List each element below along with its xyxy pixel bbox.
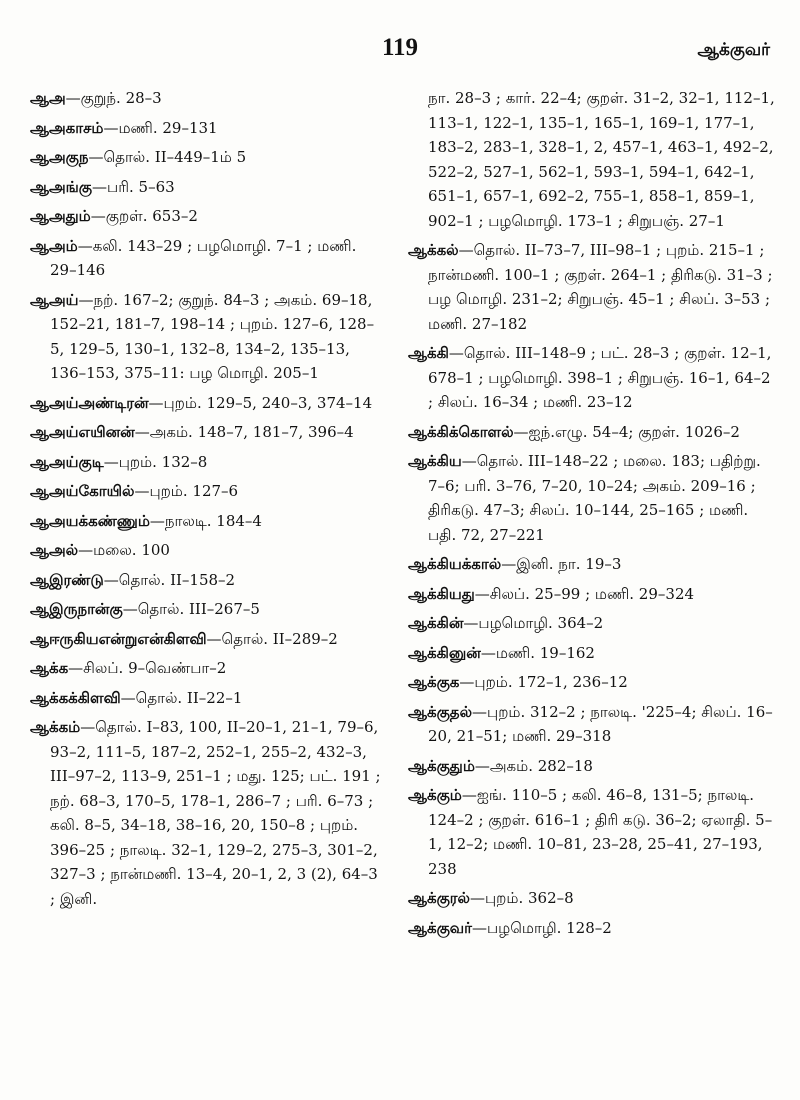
entry-headword: ஆக்கிக்கொளல் <box>408 422 514 441</box>
entry-references: —புறம். 172–1, 236–12 <box>459 673 628 691</box>
entry-references: —புறம். 127–6 <box>134 482 239 500</box>
entry-references: —பரி. 5–63 <box>92 177 175 196</box>
index-entry <box>30 597 386 622</box>
entry-references: —குறள். 653–2 <box>90 207 198 225</box>
entry-headword: ஆக்கின் <box>408 614 464 632</box>
left-column <box>30 86 386 916</box>
index-entry <box>30 145 386 170</box>
entry-headword: ஆஅல் <box>30 541 79 559</box>
running-head: ஆக்குவர் <box>697 40 770 60</box>
index-entry <box>408 420 776 445</box>
entry-references: —நற். 167–2; குறுந். 84–3 ; அகம். 69–18, 152–21, 181–7, 198–14 ; புறம். 127–6, 128–5, 129–5, 130–1, 132–8, 134–2, 135–13, 136–153, 375–11: பழ மொழி. 205–1 <box>50 290 375 382</box>
entry-headword: ஆஅகாசம் <box>30 118 104 137</box>
entry-headword: ஆக்கக்கிளவி <box>30 688 121 707</box>
entry-references: —ஐங். 110–5 ; கலி. 46–8, 131–5; நாலடி. 124–2 ; குறள். 616–1 ; திரி கடு. 36–2; ஏலாதி. 5–1, 12–2; மணி. 10–81, 23–28, 25–41, 27–193, 238 <box>428 786 773 878</box>
entry-headword: ஆஅயக்கண்ணும் <box>30 511 150 530</box>
entry-references: —மலை. 100 <box>78 541 170 559</box>
index-entry <box>408 783 776 881</box>
index-entry <box>408 449 776 547</box>
entry-headword: ஆக்குவர் <box>408 918 472 937</box>
entry-headword: ஆக்கி <box>408 344 449 362</box>
index-entry <box>30 450 386 475</box>
entry-references: —அகம். 282–18 <box>474 756 593 775</box>
entry-references: —புறம். 132–8 <box>103 452 208 471</box>
index-entry <box>408 886 776 911</box>
entry-headword: ஆஈருகியஎன்றுஎன்கிளவி <box>30 629 207 648</box>
entry-headword: ஆஅதும் <box>30 207 91 225</box>
entry-headword: ஆஅம் <box>30 236 78 255</box>
entry-headword: ஆஇருநான்கு <box>30 600 123 618</box>
entry-references: —மணி. 29–131 <box>103 118 218 137</box>
entry-headword: ஆஅய்கோயில் <box>30 482 135 500</box>
entry-references: —புறம். 362–8 <box>470 889 574 907</box>
entry-references: —நாலடி. 184–4 <box>149 511 262 530</box>
entry-references: —சிலப். 9–வெண்பா–2 <box>68 659 227 677</box>
index-entry <box>408 641 776 666</box>
index-entry <box>30 420 386 445</box>
entry-references: —இனி. நா. 19–3 <box>501 555 622 573</box>
index-entry <box>30 234 386 283</box>
entry-headword: ஆஅ <box>30 89 66 107</box>
index-entry <box>30 568 386 593</box>
entry-references: —சிலப். 25–99 ; மணி. 29–324 <box>474 584 695 603</box>
index-entry <box>30 116 386 141</box>
entry-headword: ஆக்கல் <box>408 241 459 259</box>
index-entry <box>30 686 386 711</box>
entry-headword: ஆக்கியக்கால் <box>408 555 502 573</box>
right-column <box>408 86 776 945</box>
entry-references: —தொல். II–22–1 <box>120 688 243 707</box>
entry-references: நா. 28–3 ; கார். 22–4; குறள். 31–2, 32–1, 112–1, 113–1, 122–1, 135–1, 165–1, 169–1, 177–1, 183–2, 283–1, 328–1, 2, 457–1, 463–1, 492–2, 522–2, 527–1, 562–1, 593–1, 594–1, 642–1, 651–1, 657–1, 692–2, 755–1, 858–1, 859–1, 902–1 ; பழமொழி. 173–1 ; சிறுபஞ். 27–1 <box>428 89 775 230</box>
index-entry <box>408 341 776 415</box>
entry-headword: ஆக்குதல் <box>408 702 473 721</box>
entry-references: —தொல். III–148–9 ; பட். 28–3 ; குறள். 12–1, 678–1 ; பழமொழி. 398–1 ; சிறுபஞ். 16–1, 64–2 ; சிலப். 16–34 ; மணி. 23–12 <box>428 344 772 411</box>
index-entry <box>408 754 776 779</box>
index-entry <box>30 627 386 652</box>
entry-headword: ஆஅய்குடி <box>30 452 104 471</box>
page-number: 119 <box>381 34 419 61</box>
entry-references: —அகம். 148–7, 181–7, 396–4 <box>134 423 354 441</box>
index-entry <box>408 916 776 941</box>
index-entry <box>30 479 386 504</box>
entry-headword: ஆக்குதும் <box>408 756 475 775</box>
entry-headword: ஆக்கும் <box>408 786 462 804</box>
entry-headword: ஆக்கினுன் <box>408 643 481 662</box>
entry-references: —தொல். II–289–2 <box>206 629 338 648</box>
entry-references: —தொல். II–73–7, III–98–1 ; புறம். 215–1 ; நான்மணி. 100–1 ; குறள். 264–1 ; திரிகடு. 31–3 ; பழ மொழி. 231–2; சிறுபஞ். 45–1 ; சிலப். 3–53 ; மணி. 27–182 <box>428 241 773 333</box>
entry-headword: ஆக்குக <box>408 673 460 691</box>
entry-references: —தொல். III–267–5 <box>122 600 260 618</box>
entry-headword: ஆஅங்கு <box>30 177 93 196</box>
entry-references: —தொல். III–148–22 ; மலை. 183; பதிற்று. 7–6; பரி. 3–76, 7–20, 10–24; அகம். 209–16 ; திரிகடு. 47–3; சிலப். 10–144, 25–165 ; மணி. பதி. 72, 27–221 <box>428 452 761 544</box>
index-entry <box>30 391 386 416</box>
entry-references: —பழமொழி. 364–2 <box>463 614 604 632</box>
entry-references: —தொல். II–449–1ம் 5 <box>88 148 247 166</box>
entry-headword: ஆஇரண்டு <box>30 570 104 589</box>
entry-references: —புறம். 129–5, 240–3, 374–14 <box>148 393 373 412</box>
index-entry <box>30 509 386 534</box>
index-entry <box>408 552 776 577</box>
index-entry <box>30 86 386 111</box>
entry-references: —தொல். II–158–2 <box>103 570 236 589</box>
index-entry <box>30 656 386 681</box>
index-entry <box>408 582 776 607</box>
entry-references: —கலி. 143–29 ; பழமொழி. 7–1 ; மணி. 29–146 <box>50 236 357 279</box>
entry-headword: ஆஅய்அண்டிரன் <box>30 393 149 412</box>
entry-headword: ஆக்கிய <box>408 452 462 470</box>
index-entry <box>408 670 776 695</box>
entry-references: —பழமொழி. 128–2 <box>472 918 612 937</box>
entry-headword: ஆஅய் <box>30 290 79 309</box>
index-entry <box>408 238 776 336</box>
index-entry <box>30 715 386 911</box>
index-entry <box>30 538 386 563</box>
entry-headword: ஆக்க <box>30 659 69 677</box>
index-entry <box>408 611 776 636</box>
index-entry <box>30 175 386 200</box>
entry-headword: ஆக்குரல் <box>408 889 471 907</box>
entry-references: —ஐந்.எழு. 54–4; குறள். 1026–2 <box>513 422 740 441</box>
entry-references: —குறுந். 28–3 <box>65 89 162 107</box>
entry-references: —மணி. 19–162 <box>480 643 595 662</box>
index-entry <box>30 288 386 386</box>
entry-references: —தொல். I–83, 100, II–20–1, 21–1, 79–6, 93–2, 111–5, 187–2, 252–1, 255–2, 432–3, III–97–2, 113–9, 251–1 ; மது. 125; பட். 191 ; நற். 68–3, 170–5, 178–1, 286–7 ; பரி. 6–73 ; கலி. 8–5, 34–18, 38–16, 20, 150–8 ; புறம். 396–25 ; நாலடி. 32–1, 129–2, 275–3, 301–2, 327–3 ; நான்மணி. 13–4, 20–1, 2, 3 (2), 64–3 ; இனி. <box>50 718 381 908</box>
entry-headword: ஆக்கியது <box>408 584 475 603</box>
entry-headword: ஆக்கம் <box>30 718 81 736</box>
index-entry <box>408 700 776 749</box>
index-entry <box>408 86 776 233</box>
entry-references: —புறம். 312–2 ; நாலடி. '225–4; சிலப். 16–20, 21–51; மணி. 29–318 <box>428 702 773 745</box>
entry-headword: ஆஅய்எயினன் <box>30 423 135 441</box>
index-entry <box>30 204 386 229</box>
entry-headword: ஆஅகுந <box>30 148 89 166</box>
